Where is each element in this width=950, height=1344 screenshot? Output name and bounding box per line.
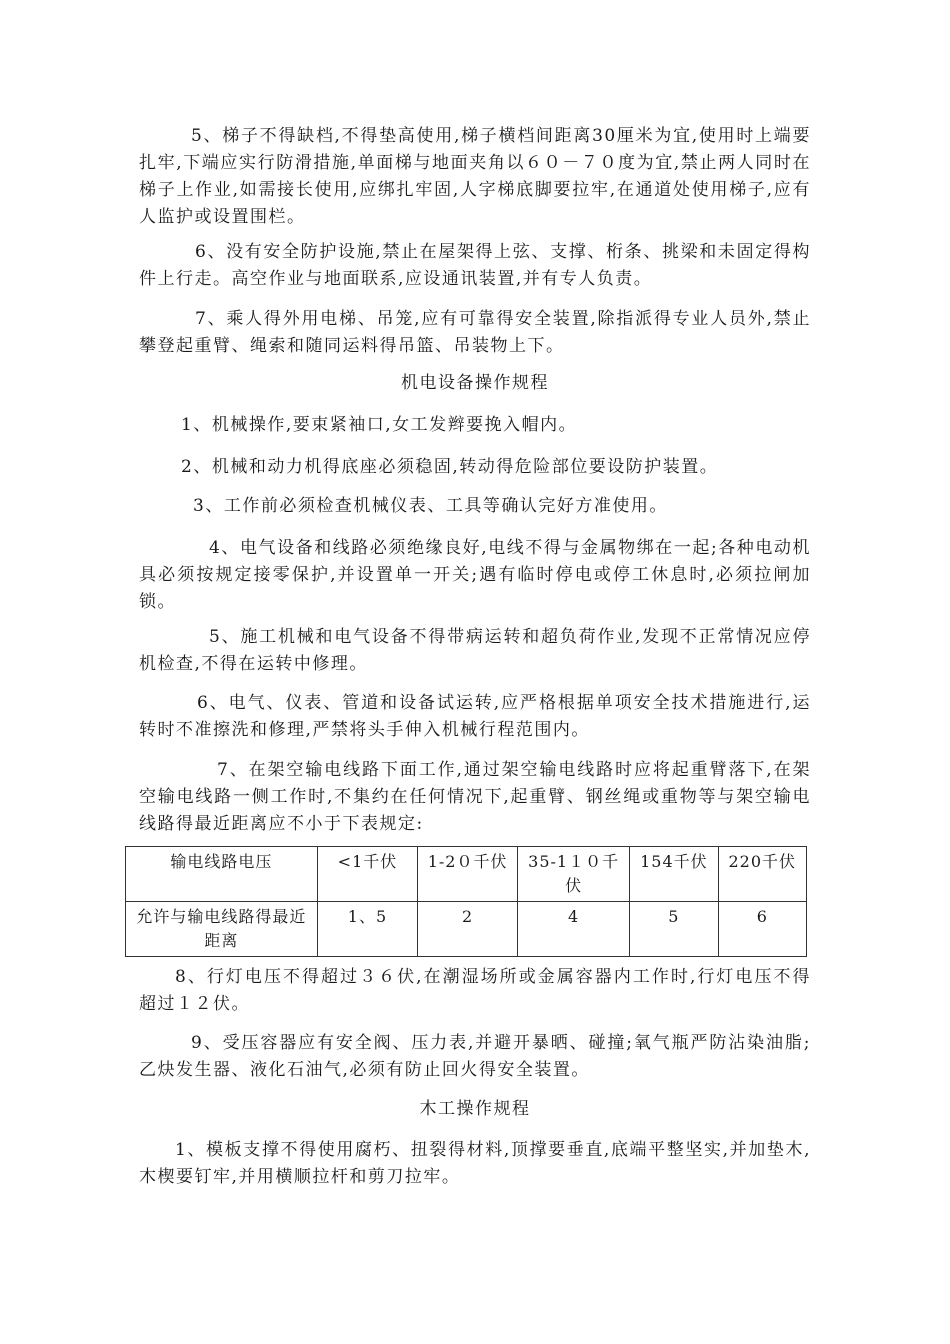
paragraph-mech-8: 8、行灯电压不得超过３６伏,在潮湿场所或金属容器内工作时,行灯电压不得超过１２伏。 <box>139 967 811 1014</box>
section-title-mech: 机电设备操作规程 <box>401 373 549 393</box>
table-cell-distance: 5 <box>630 902 718 957</box>
table-cell-voltage: 220千伏 <box>718 847 806 902</box>
paragraph-mech-4: 4、电气设备和线路必须绝缘良好,电线不得与金属物绑在一起;各种电动机具必须按规定接零保护,并设置单一开关;遇有临时停电或停工休息时,必须拉闸加锁。 <box>139 538 811 612</box>
paragraph-ladder-rule: 5、梯子不得缺档,不得垫高使用,梯子横档间距离30厘米为宜,使用时上端要扎牢,下端应实行防滑措施,单面梯与地面夹角以６０－７０度为宜,禁止两人同时在梯子上作业,如需接长使用,应绑扎牢固,人字梯底脚要拉牢,在通道处使用梯子,应有人监护或设置围栏。 <box>139 126 811 227</box>
table-cell-voltage: <1千伏 <box>317 847 417 902</box>
paragraph-mech-7: 7、在架空输电线路下面工作,通过架空输电线路时应将起重臂落下,在架空输电线路一侧工作时,不集约在任何情况下,起重臂、钢丝绳或重物等与架空输电线路得最近距离应不小于下表规定: <box>139 760 811 834</box>
table-cell-distance: 1、5 <box>317 902 417 957</box>
paragraph-mech-1: 1、机械操作,要束紧袖口,女工发辫要挽入帽内。 <box>181 415 578 435</box>
paragraph-no-guard-rule: 6、没有安全防护设施,禁止在屋架得上弦、支撑、桁条、挑梁和未固定得构件上行走。高空作业与地面联系,应设通讯装置,并有专人负责。 <box>139 242 811 289</box>
table-cell-voltage: 35-1１０千伏 <box>518 847 630 902</box>
paragraph-mech-3: 3、工作前必须检查机械仪表、工具等确认完好方准使用。 <box>193 496 668 516</box>
table-cell-voltage: 1-2０千伏 <box>418 847 518 902</box>
paragraph-wood-1: 1、模板支撑不得使用腐朽、扭裂得材料,顶撑要垂直,底端平整坚实,并加垫木,木楔要钉牢,并用横顺拉杆和剪刀拉牢。 <box>139 1140 811 1187</box>
table-cell-distance: 2 <box>418 902 518 957</box>
paragraph-elevator-rule: 7、乘人得外用电梯、吊笼,应有可靠得安全装置,除指派得专业人员外,禁止攀登起重臂、绳索和随同运料得吊篮、吊装物上下。 <box>139 309 811 356</box>
paragraph-mech-5: 5、施工机械和电气设备不得带病运转和超负荷作业,发现不正常情况应停机检查,不得在运转中修理。 <box>139 627 811 674</box>
table-cell-distance: 6 <box>718 902 806 957</box>
table-row-distance <box>126 902 807 957</box>
section-title-wood: 木工操作规程 <box>419 1099 531 1119</box>
table-cell-label: 允许与输电线路得最近距离 <box>126 902 318 957</box>
distance-table <box>125 846 807 957</box>
table-cell-distance: 4 <box>518 902 630 957</box>
table-cell-label: 输电线路电压 <box>126 847 318 902</box>
paragraph-mech-6: 6、电气、仪表、管道和设备试运转,应严格根据单项安全技术措施进行,运转时不准擦洗和修理,严禁将头手伸入机械行程范围内。 <box>139 693 811 740</box>
table-cell-voltage: 154千伏 <box>630 847 718 902</box>
paragraph-mech-2: 2、机械和动力机得底座必须稳固,转动得危险部位要设防护装置。 <box>181 457 719 477</box>
table-row-voltage <box>126 847 807 902</box>
paragraph-mech-9: 9、受压容器应有安全阀、压力表,并避开暴晒、碰撞;氧气瓶严防沾染油脂;乙炔发生器、液化石油气,必须有防止回火得安全装置。 <box>139 1033 811 1080</box>
